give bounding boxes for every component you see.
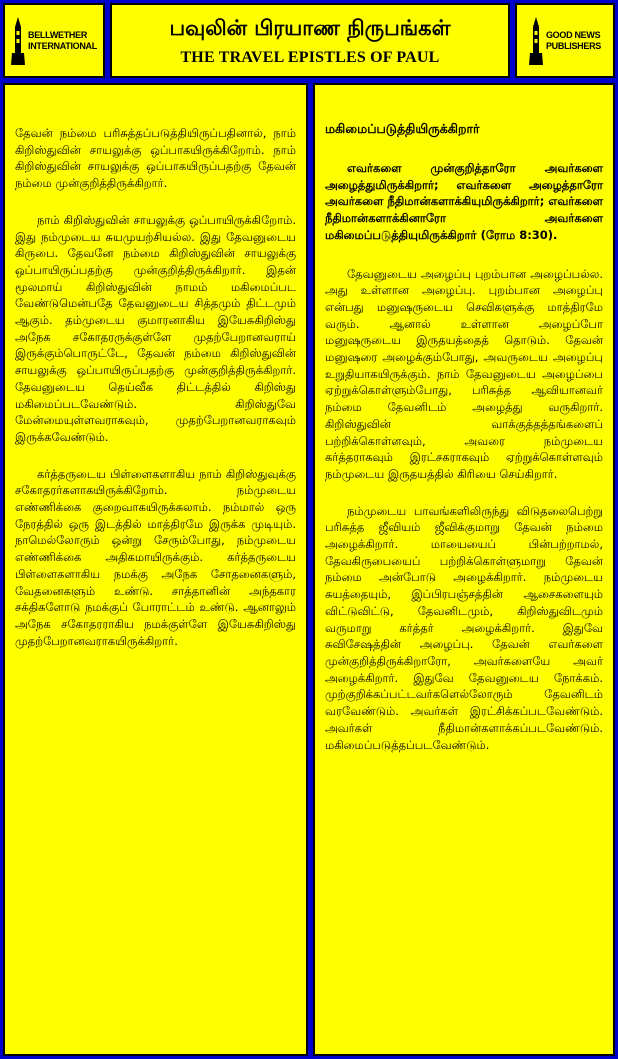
page-title-english: THE TRAVEL EPISTLES OF PAUL	[180, 49, 440, 66]
bible-verse: எவர்களை முன்குறித்தாரோ அவர்களை அழைத்துமிருக்கிறார்; எவர்களை அழைத்தாரோ அவர்களை நீதிமான்களாக்கியுமிருக்கிறார்; எவர்களை நீதிமான்களாக்கினாரோ அவர்களை மகிமைப்படுத்தியுமிருக்கிறார் (ரோம 8:30).	[325, 161, 603, 242]
bellwether-logo-panel	[3, 3, 105, 78]
tower-logo-icon	[11, 17, 25, 65]
bellwether-logo-text	[28, 30, 97, 52]
paragraph: கர்த்தருடைய பிள்ளைகளாகிய நாம் கிறிஸ்துவுக்கு சகோதரர்களாகயிருக்கிறோம். நம்முடைய எண்ணிக்கை குறைவாகயிருக்கலாம். நம்மால் ஒரு நேரத்தில் ஒரு இடத்தில் மாத்திரமே இருக்க முடியும். நாமெல்லோரும் ஒன்று சேரும்போது, நம்முடைய எண்ணிக்கை அதிகமாயிருக்கும். கர்த்தருடைய பிள்ளைகளாகிய நமக்கு அநேக சோதனைகளும், வேதனைகளும் உண்டு. சாத்தானின் அந்தகார சக்திகளோடு நமக்குப் போராட்டம் உண்டு. ஆனாலும் அநேக சகோதரராகிய நமக்குள்ளே இயேசுகிறிஸ்து முதற்பேறானவராகயிருக்கிறார்.	[15, 466, 296, 648]
title-panel	[110, 3, 510, 78]
paragraph: தேவனுடைய அழைப்பு புறம்பான அழைப்பல்ல. அது உள்ளான அழைப்பு. புறம்பான அழைப்பு என்பது மனுஷருடைய செவிகளுக்கு மாத்திரமே வரும். ஆனால் உள்ளான அழைப்போ மனுஷருடைய இருதயத்தைத் தொடும். தேவன் மனுஷரை அழைக்கும்போது, அவருடைய அழைப்பு உறுதியாகயிருக்கும். நாம் தேவனுடைய அழைப்பை ஏற்றுக்கொள்ளும்போது, பரிசுத்த ஆவியானவர் நம்மை தேவனிடம் அழைத்து வருகிறார். கிறிஸ்துவின் வாக்குத்தத்தங்களைப் பற்றிக்கொள்ளவும், அவரை நம்முடைய கர்த்தராகவும் இரட்சகராகவும் ஏற்றுக்கொள்ளவும் நம்முடைய இருதயத்தில் கிரியை செய்கிறார்.	[325, 266, 603, 481]
logo-line: INTERNATIONAL	[28, 40, 97, 51]
good-news-logo-text	[546, 30, 601, 52]
right-column-content	[325, 121, 603, 773]
paragraph: தேவன் நம்மை பரிசுத்தப்படுத்தியிருப்பதினால், நாம் கிறிஸ்துவின் சாயலுக்கு ஒப்பாகயிருக்கிறோம். நாம் கிறிஸ்துவின் சாயலுக்கு ஒப்பாகயிருப்பதற்கு தேவன் நம்மை முன்குறித்திருக்கிறார்.	[15, 126, 296, 191]
paragraph: நாம் கிறிஸ்துவின் சாயலுக்கு ஒப்பாயிருக்கிறோம். இது நம்முடைய சுயமுயற்சியல்ல. இது தேவனுடைய கிருபை. தேவனே நம்மை கிறிஸ்துவின் சாயலுக்கு ஒப்பாயிருப்பதற்கு முன்குறித்திருக்கிறார். இதன் மூலமாய் கிறிஸ்துவின் நாமம் மகிமைப்பட வேண்டுமென்பதே தேவனுடைய சித்தமும் திட்டமும் ஆகும். தம்முடைய குமாரனாகிய இயேசுகிறிஸ்து அநேக சகோதரருக்குள்ளே முதற்பேறானவராய் இருக்கும்பொருட்டே, தேவன் நம்மை கிறிஸ்துவின் சாயலுக்கு ஒப்பாயிருப்பதற்கு முன்குறித்திருக்கிறார். தேவனுடைய தெய்வீக திட்டத்தில் கிறிஸ்து மகிமைப்படவேண்டும். கிறிஸ்துவே மேன்மையுள்ளவராகவும், முதற்பேறானவராகவும் இருக்கவேண்டும்.	[15, 212, 296, 444]
left-column-content	[15, 125, 296, 669]
logo-line: PUBLISHERS	[545, 40, 601, 51]
left-column	[3, 83, 308, 1056]
right-column	[313, 83, 615, 1056]
paragraph: நம்முடைய பாவங்களிலிருந்து விடுதலைபெற்று பரிசுத்த ஜீவியம் ஜீவிக்குமாறு தேவன் நம்மை அழைக்கிறார். மாயையைப் பின்பற்றாமல், தேவகிருபையைப் பற்றிக்கொள்ளுமாறு தேவன் நம்மை அன்போடு அழைக்கிறார். நம்முடைய சுயத்தையும், இப்பிரபஞ்சத்தின் ஆசைகளையும் விட்டுவிட்டு, தேவனிடமும், கிறிஸ்துவிடமும் வருமாறு கர்த்தர் அழைக்கிறார். இதுவே சுவிசேஷத்தின் அழைப்பு. தேவன் எவர்களை முன்குறித்திருக்கிறாரோ, அவர்களையே அவர் அழைக்கிறார். இதுவே தேவனுடைய நோக்கம். முற்குறிக்கப்பட்டவர்களெல்லோரும் தேவனிடம் வரவேண்டும். அவர்கள் இரட்சிக்கப்படவேண்டும். அவர்கள் நீதிமான்களாக்கப்படவேண்டும். மகிமைப்படுத்தப்படவேண்டும்.	[325, 503, 603, 752]
tower-logo-icon	[529, 17, 543, 65]
logo-line: BELLWETHER	[28, 29, 88, 40]
logo-line: GOOD NEWS	[545, 29, 601, 40]
section-heading: மகிமைப்படுத்தியிருக்கிறார்	[325, 121, 480, 136]
good-news-logo-panel	[515, 3, 615, 78]
page-title-tamil: பவுலின் பிரயாண நிருபங்கள்	[169, 16, 451, 40]
